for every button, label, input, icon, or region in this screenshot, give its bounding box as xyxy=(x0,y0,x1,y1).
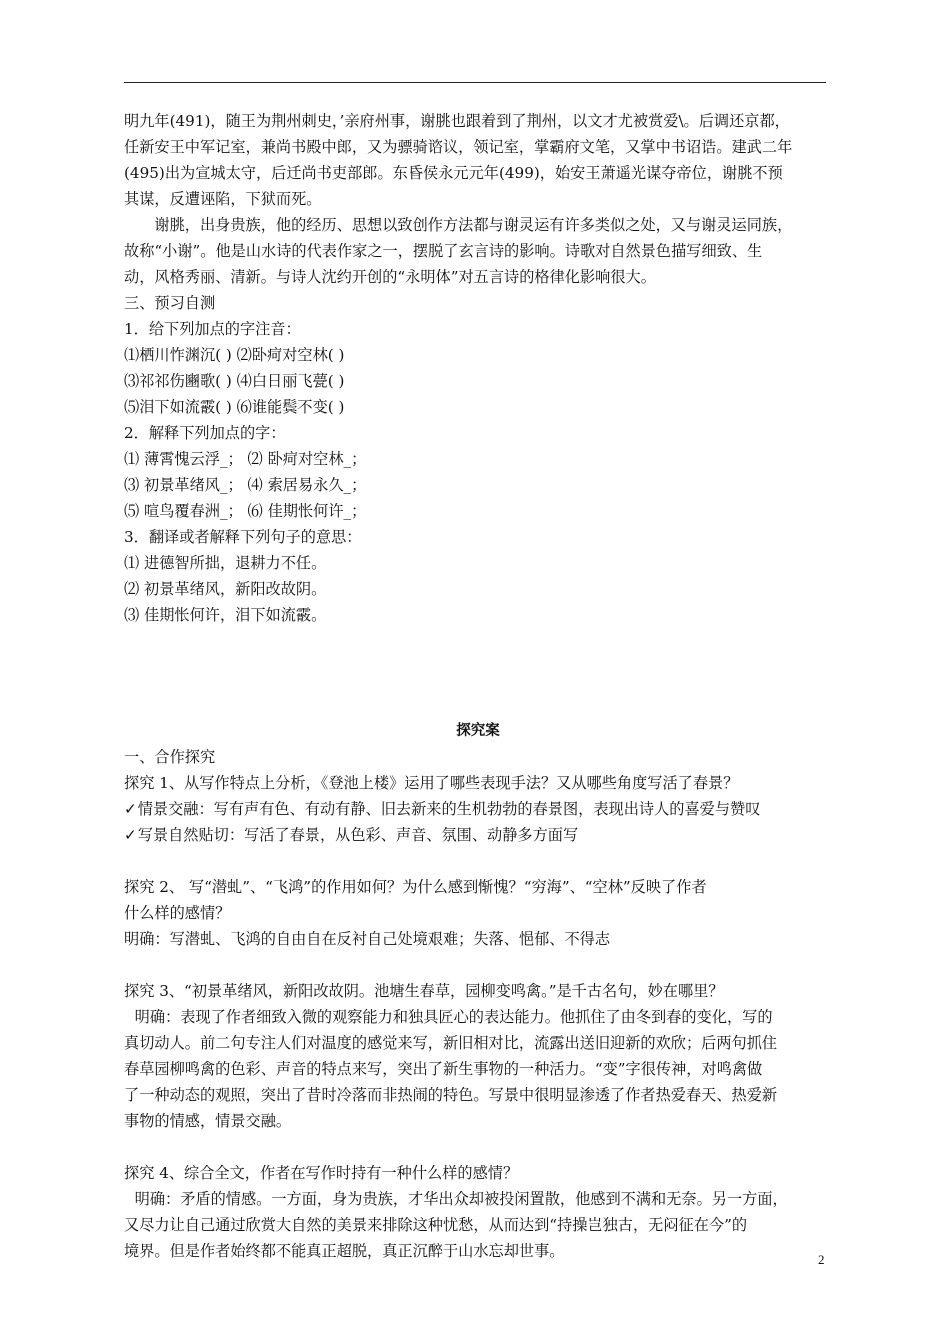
q3-row: ⑶ 佳期怅何许，泪下如流霰。 xyxy=(124,606,327,624)
style-line: 谢朓，出身贵族，他的经历、思想以致创作方法都与谢灵运有许多类似之处，又与谢灵运同族， xyxy=(154,216,793,234)
explore-2-question: 什么样的感情？ xyxy=(124,904,231,922)
explore-4-answer: 境界。但是作者始终都不能真正超脱，真正沉醉于山水忘却世事。 xyxy=(124,1242,565,1260)
explore-3-question: 探究 3、“初景革绪风，新阳改故阴。池塘生春草，园柳变鸣禽。”是千古名句，妙在哪里？ xyxy=(124,982,724,1000)
explore-2-answer: 明确：写潜虬、飞鸿的自由自在反衬自己处境艰难；失落、悒郁、不得志 xyxy=(124,930,610,948)
q2-row: ⑶ 初景革绪风_； ⑷ 索居易永久_； xyxy=(124,476,367,494)
check-icon: ✓ xyxy=(124,800,137,818)
check-icon: ✓ xyxy=(124,826,137,844)
bio-line: 其谋，反遭诬陷，下狱而死。 xyxy=(124,190,322,208)
spacer xyxy=(124,952,832,978)
preview-heading: 三、预习自测 xyxy=(124,294,216,312)
bio-line: 明九年(491)，随王为荆州刺史，’亲府州事，谢朓也跟着到了荆州，以文才尤被赏爱\。后调还京都， xyxy=(124,112,790,130)
q3-title: 3．翻译或者解释下列句子的意思： xyxy=(124,528,362,546)
explore-1-question: 探究 1、从写作特点上分析，《登池上楼》运用了哪些表现手法？又从哪些角度写活了春景？ xyxy=(124,774,739,792)
explore-1-point xyxy=(124,822,832,848)
explore-4-answer: 明确：矛盾的情感。一方面，身为贵族，才华出众却被投闲置散，他感到不满和无奈。另一方面， xyxy=(134,1190,788,1208)
q1-row: ⑸泪下如流霰( ) ⑹谁能鬓不变( ) xyxy=(124,398,345,416)
spacer xyxy=(124,848,832,874)
q1-row: ⑶祁祁伤豳歌( ) ⑷白日丽飞甍( ) xyxy=(124,372,345,390)
q3-row: ⑵ 初景革绪风，新阳改故阴。 xyxy=(124,580,327,598)
page-number: 2 xyxy=(818,1252,825,1267)
q1-row: ⑴栖川怍渊沉( ) ⑵卧疴对空林( ) xyxy=(124,346,345,364)
explore-3-answer: 春草园柳鸣禽的色彩、声音的特点来写，突出了新生事物的一种活力。“变”字很传神，对鸣禽做 xyxy=(124,1060,763,1078)
q2-row: ⑸ 喧鸟覆春洲_； ⑹ 佳期怅何许_； xyxy=(124,502,367,520)
style-line: 动，风格秀丽、清新。与诗人沈约开创的“永明体”对五言诗的格律化影响很大。 xyxy=(124,268,656,286)
page-content xyxy=(124,108,832,1264)
bio-line: 任新安王中军记室，兼尚书殿中郎，又为骠骑谘议，领记室，掌霸府文笔，又掌中书诏诰。建武二年 xyxy=(124,138,793,156)
q2-title: 2．解释下列加点的字： xyxy=(124,424,286,442)
section-title: 探究案 xyxy=(456,722,500,739)
explore-2-question: 探究 2、 写“潜虬”、“飞鸿”的作用如何？为什么感到惭愧？“穷海”、“空林”反映了作者 xyxy=(124,878,707,896)
spacer xyxy=(124,1134,832,1160)
bio-line: (495)出为宣城太守，后迁尚书吏部郎。东昏侯永元元年(499)，始安王萧遥光谋夺帝位，谢朓不预 xyxy=(124,164,783,182)
style-line: 故称“小谢”。他是山水诗的代表作家之一，摆脱了玄言诗的影响。诗歌对自然景色描写细致、生 xyxy=(124,242,763,260)
explore-3-answer: 真切动人。前二句专注人们对温度的感觉来写，新旧相对比，流露出送旧迎新的欢欣；后两句抓住 xyxy=(124,1034,778,1052)
q3-row: ⑴ 进德智所拙，退耕力不任。 xyxy=(124,554,327,572)
explore-3-answer: 明确：表现了作者细致入微的观察能力和独具匠心的表达能力。他抓住了由冬到春的变化，写的 xyxy=(134,1008,773,1026)
q2-row: ⑴ 薄霄愧云浮_； ⑵ 卧疴对空林_； xyxy=(124,450,367,468)
explore-3-answer: 了一种动态的观照，突出了昔时冷落而非热闹的特色。写景中很明显渗透了作者热爱春天、热爱新 xyxy=(124,1086,778,1104)
q1-title: 1．给下列加点的字注音： xyxy=(124,320,301,338)
explore-1-point-text: 写景自然贴切：写活了春景，从色彩、声音、氛围、动静多方面写 xyxy=(137,826,579,844)
explore-4-question: 探究 4、综合全文，作者在写作时持有一种什么样的感情？ xyxy=(124,1164,519,1182)
explore-1-point-text: 情景交融：写有声有色、有动有静、旧去新来的生机勃勃的春景图，表现出诗人的喜爱与赞叹 xyxy=(137,800,761,818)
spacer xyxy=(124,628,832,718)
explore-4-answer: 又尽力让自己通过欣赏大自然的美景来排除这种忧愁，从而达到“持操岂独古，无闷征在今”的 xyxy=(124,1216,748,1234)
explore-3-answer: 事物的情感，情景交融。 xyxy=(124,1112,292,1130)
explore-1-point xyxy=(124,796,832,822)
header-rule xyxy=(124,82,826,83)
explore-heading: 一、合作探究 xyxy=(124,748,216,766)
